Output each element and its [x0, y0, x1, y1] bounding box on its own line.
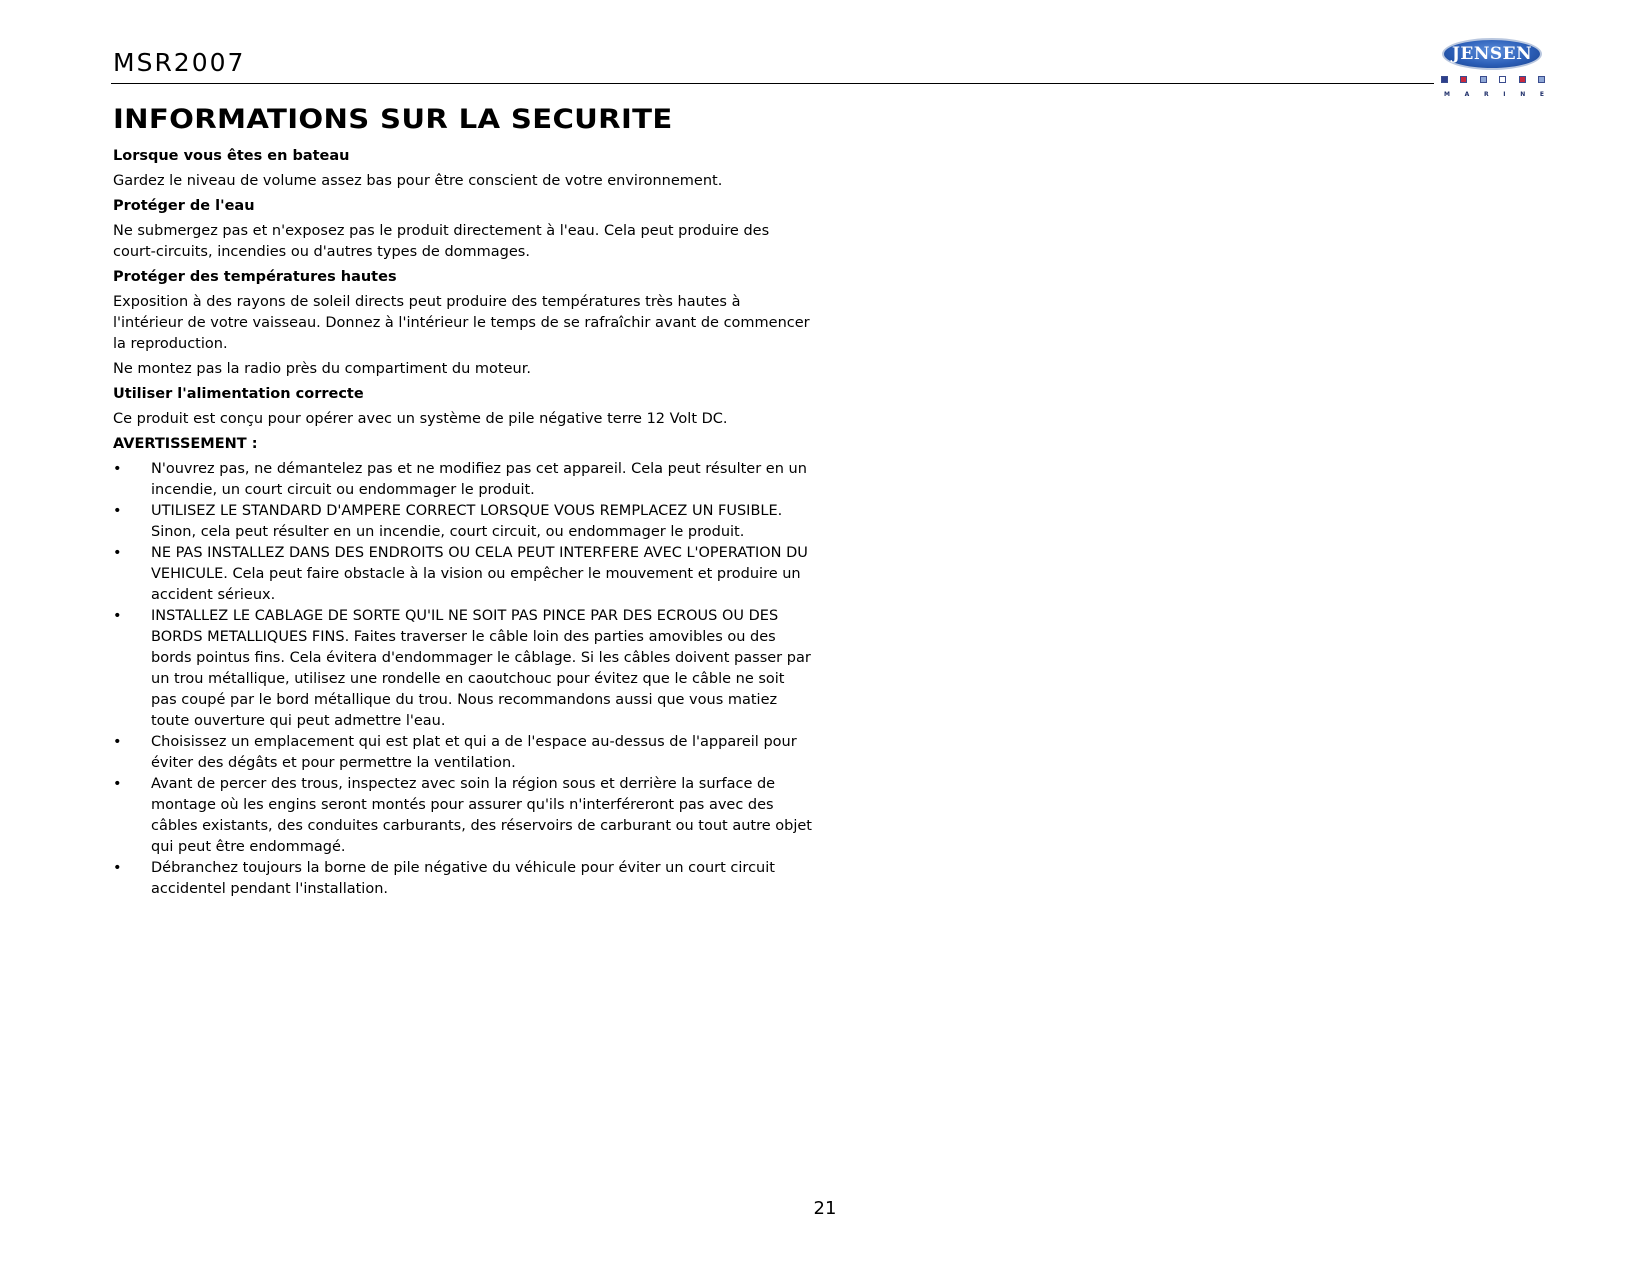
- logo-square: [1499, 76, 1506, 83]
- warning-text: INSTALLEZ LE CABLAGE DE SORTE QU'IL NE SOIT PAS PINCE PAR DES ECROUS OU DES BORDS METALLIQUES FINS. Faites traverser le câble loin des parties amovibles ou des bords pointus fins. Cela évitera d'endommager le câblage. Si les câbles doivent passer par un trou métallique, utilisez une rondelle en caoutchouc pour évitez que le câble ne soit pas coupé par le bord métallique du trou. Nous recommandons aussi que vous matiez toute ouverture qui peut admettre l'eau.: [151, 608, 811, 729]
- warning-item: [113, 606, 813, 732]
- warning-item: [113, 459, 813, 501]
- bullet-icon: •: [113, 608, 122, 624]
- warning-item: [113, 543, 813, 606]
- jensen-logo-oval: [1442, 38, 1542, 70]
- warning-text: UTILISEZ LE STANDARD D'AMPERE CORRECT LORSQUE VOUS REMPLACEZ UN FUSIBLE. Sinon, cela peut résulter en un incendie, court circuit, ou endommager le produit.: [151, 503, 783, 540]
- logo-square: [1519, 76, 1526, 83]
- logo-tagline: M A R I N E: [1444, 91, 1544, 98]
- model-header: MSR2007: [113, 48, 246, 77]
- bullet-icon: •: [113, 461, 122, 477]
- warning-item: [113, 732, 813, 774]
- warning-list: [113, 459, 813, 900]
- header-rule: [111, 83, 1434, 84]
- warning-text: Débranchez toujours la borne de pile négative du véhicule pour éviter un court circuit accidentel pendant l'installation.: [151, 860, 775, 897]
- warning-text: NE PAS INSTALLEZ DANS DES ENDROITS OU CELA PEUT INTERFERE AVEC L'OPERATION DU VEHICULE. Cela peut faire obstacle à la vision ou empêcher le mouvement et produire un accident sérieux.: [151, 545, 808, 603]
- paragraph: Ne submergez pas et n'exposez pas le produit directement à l'eau. Cela peut produire des court-circuits, incendies ou d'autres types de dommages.: [113, 223, 770, 260]
- subsection-heading: AVERTISSEMENT :: [113, 436, 258, 452]
- jensen-marine-logo: [1436, 36, 1548, 102]
- bullet-icon: •: [113, 776, 122, 792]
- page-number: 21: [813, 1198, 837, 1219]
- logo-square: [1538, 76, 1545, 83]
- warning-text: Choisissez un emplacement qui est plat et qui a de l'espace au-dessus de l'appareil pour éviter des dégâts et pour permettre la ventilation.: [151, 734, 797, 771]
- logo-square: [1460, 76, 1467, 83]
- section-blocks: [113, 146, 813, 455]
- subsection-heading: Protéger de l'eau: [113, 198, 255, 214]
- warning-item: [113, 774, 813, 858]
- warning-item: [113, 501, 813, 543]
- subsection-heading: Utiliser l'alimentation correcte: [113, 386, 364, 402]
- logo-squares: [1441, 76, 1545, 83]
- subsection-heading: Lorsque vous êtes en bateau: [113, 148, 350, 164]
- bullet-icon: •: [113, 734, 122, 750]
- subsection-heading: Protéger des températures hautes: [113, 269, 397, 285]
- paragraph: Gardez le niveau de volume assez bas pour être conscient de votre environnement.: [113, 173, 723, 189]
- paragraph: Exposition à des rayons de soleil directs peut produire des températures très hautes à l'intérieur de votre vaisseau. Donnez à l'intérieur le temps de se rafraîchir avant de commencer la reproduction.: [113, 294, 810, 352]
- section-title: INFORMATIONS SUR LA SECURITE: [113, 104, 673, 135]
- paragraph: Ne montez pas la radio près du compartiment du moteur.: [113, 361, 531, 377]
- bullet-icon: •: [113, 545, 122, 561]
- warning-text: Avant de percer des trous, inspectez avec soin la région sous et derrière la surface de montage où les engins seront montés pour assurer qu'ils n'interféreront pas avec des câbles existants, des conduites carburants, des réservoirs de carburant ou tout autre objet qui peut être endommagé.: [151, 776, 812, 855]
- warning-text: N'ouvrez pas, ne démantelez pas et ne modifiez pas cet appareil. Cela peut résulter en un incendie, un court circuit ou endommager le produit.: [151, 461, 807, 498]
- safety-section: [113, 104, 813, 900]
- warning-item: [113, 858, 813, 900]
- bullet-icon: •: [113, 860, 122, 876]
- logo-brand: JENSEN: [1451, 44, 1533, 64]
- logo-square: [1480, 76, 1487, 83]
- paragraph: Ce produit est conçu pour opérer avec un système de pile négative terre 12 Volt DC.: [113, 411, 728, 427]
- logo-square: [1441, 76, 1448, 83]
- bullet-icon: •: [113, 503, 122, 519]
